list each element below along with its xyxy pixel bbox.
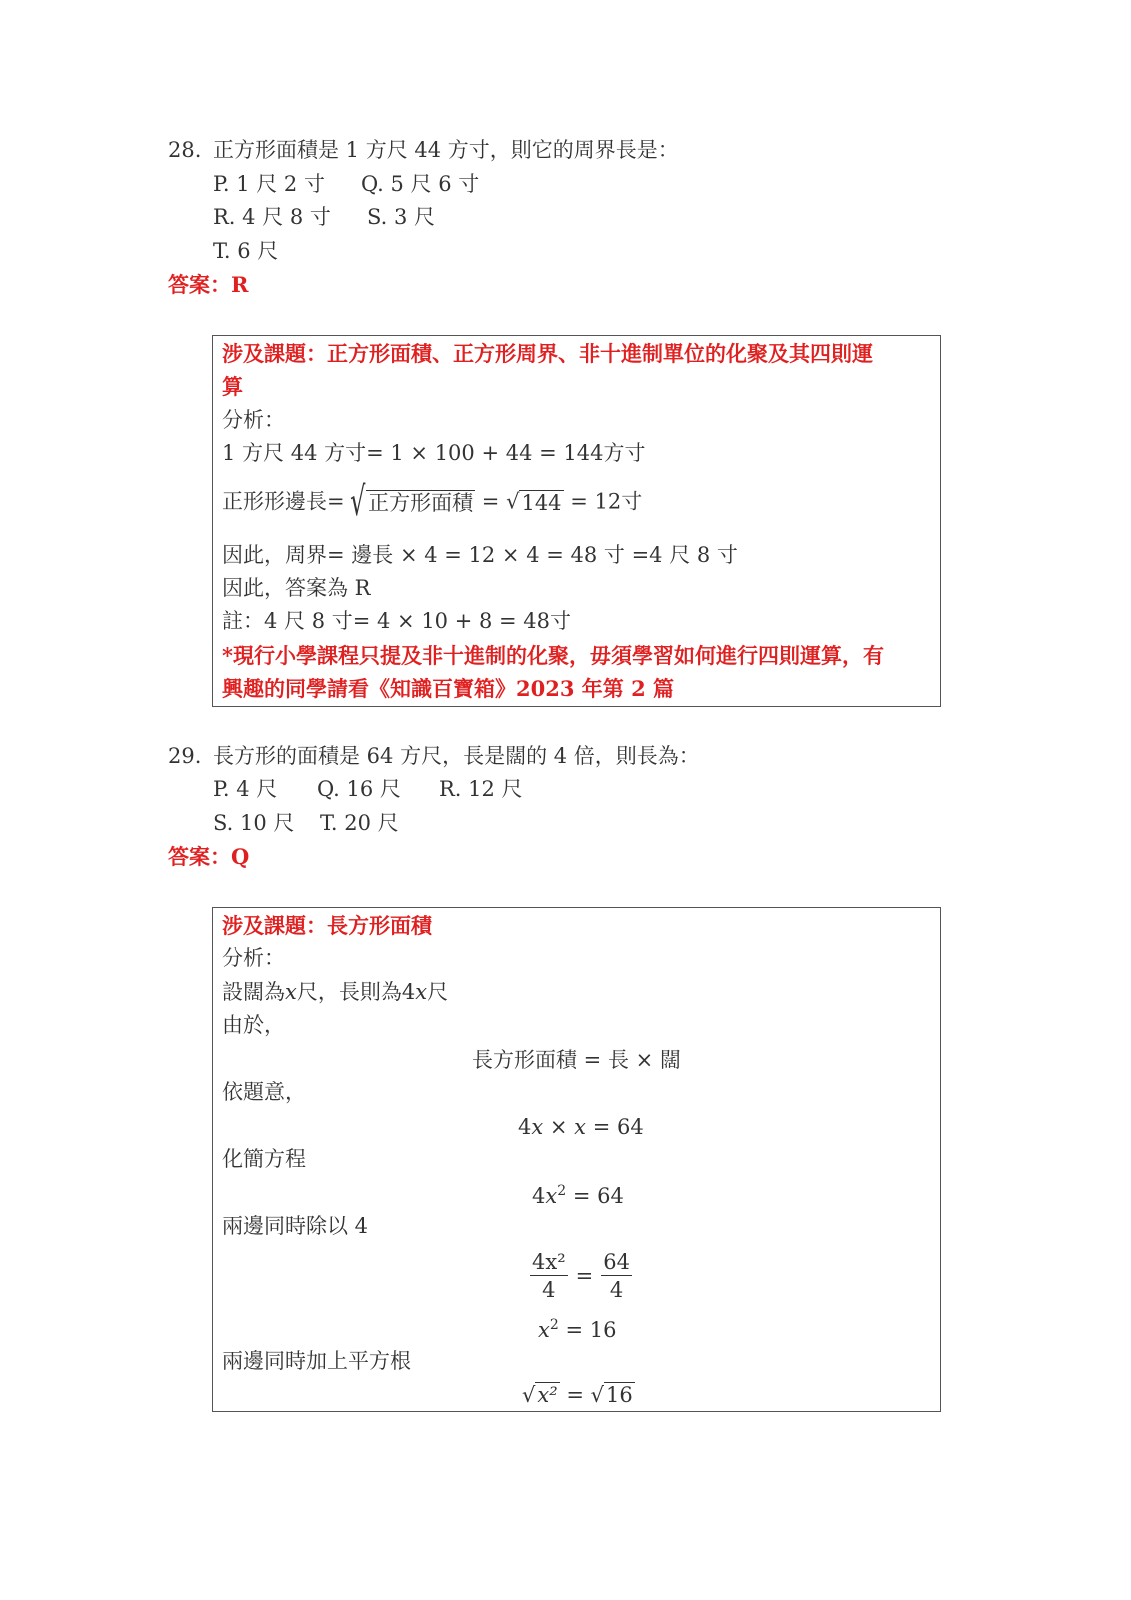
- q29-eq5-sup: 2: [549, 1317, 559, 1333]
- q28-side-label: 正形形邊長: [222, 489, 327, 514]
- q29-eq-square: [538, 1318, 616, 1341]
- q29-option-t: T. 20 尺: [320, 811, 399, 835]
- q28-option-p: P. 1 尺 2 寸: [213, 172, 325, 196]
- q29-radicand-16: 16: [606, 1383, 633, 1407]
- q28-step-convert-b: = 1 × 100 + 44 = 144方寸: [366, 441, 646, 465]
- q28-step-note: 註：4 尺 8 寸= 4 × 10 + 8 = 48寸: [222, 609, 572, 633]
- q28-step-convert: [222, 443, 645, 464]
- q28-topic-line1: 涉及課題：正方形面積、正方形周界、非十進制單位的化聚及其四則運: [222, 341, 873, 366]
- q29-radicand-x2: x²: [537, 1383, 558, 1407]
- q28-radical-sign2: √: [506, 489, 520, 514]
- q29-option-r: R. 12 尺: [439, 777, 523, 801]
- q29-eq3-a: 4: [532, 1184, 546, 1208]
- q29-frac-right-den: 4: [609, 1278, 624, 1302]
- q28-step-perimeter: 因此，周界= 邊長 × 4 = 12 × 4 = 48 寸 =4 尺 8 寸: [222, 543, 738, 567]
- q29-eq-fraction: [530, 1252, 632, 1301]
- q29-eq3-b: = 64: [566, 1184, 624, 1208]
- q29-frac-left-num: 4x²: [532, 1250, 566, 1274]
- q28-side-result: = 12寸: [563, 489, 643, 514]
- q29-option-p: P. 4 尺: [213, 777, 278, 801]
- q29-eq-sqrt: [522, 1382, 635, 1406]
- q29-option-q: Q. 16 尺: [317, 777, 401, 801]
- q29-step-let: [222, 982, 448, 1003]
- q28-answer: 答案：R: [168, 272, 249, 297]
- q29-option-s: S. 10 尺: [213, 811, 295, 835]
- q29-eq2-x2: x: [574, 1115, 587, 1139]
- q28-question: 正方形面積是 1 方尺 44 方寸，則它的周界長是：: [213, 138, 679, 162]
- q29-eq2-x: x: [531, 1115, 544, 1139]
- q28-side-eq2: =: [475, 489, 507, 514]
- q28-step-answer: 因此，答案為 R: [222, 576, 371, 600]
- q29-frac-left-den: 4: [542, 1278, 556, 1302]
- q29-eq-simplified: [532, 1184, 624, 1207]
- q28-remark-line1: *現行小學課程只提及非十進制的化聚，毋須學習如何進行四則運算，有: [222, 643, 884, 668]
- q28-option-t: T. 6 尺: [213, 239, 279, 263]
- q29-let-b: 尺，長則為4: [296, 980, 416, 1004]
- q29-eq5-b: = 16: [558, 1318, 617, 1342]
- q29-step-given: 依題意，: [222, 1080, 306, 1104]
- q28-option-r: R. 4 尺 8 寸: [213, 205, 331, 229]
- q29-eq6-eq: =: [559, 1383, 591, 1407]
- q28-topic-line2: 算: [222, 374, 243, 399]
- q28-option-q: Q. 5 尺 6 寸: [361, 172, 480, 196]
- q29-eq-area: 長方形面積 = 長 × 闊: [472, 1048, 681, 1072]
- q29-topic: 涉及課題：長方形面積: [222, 913, 432, 938]
- q29-number: 29.: [168, 744, 202, 768]
- q28-radicand-144: 144: [521, 491, 562, 515]
- q29-eq-product: [518, 1117, 644, 1138]
- q29-step-divide: 兩邊同時除以 4: [222, 1214, 369, 1238]
- q28-number: 28.: [168, 138, 202, 162]
- q29-eq3-x: x: [545, 1184, 558, 1208]
- q28-step-side: [222, 479, 643, 525]
- q29-eq2-a: 4: [518, 1115, 532, 1139]
- q29-step-sqrt: 兩邊同時加上平方根: [222, 1349, 411, 1373]
- q28-step-convert-a: 1 方尺 44 方寸: [222, 441, 367, 465]
- q28-analysis-label: 分析：: [222, 408, 285, 432]
- q29-frac-right-num: 64: [603, 1250, 630, 1274]
- q29-eq3-sup: 2: [557, 1183, 567, 1199]
- q29-question: 長方形的面積是 64 方尺，長是闊的 4 倍，則長為：: [213, 744, 700, 768]
- q29-analysis-label: 分析：: [222, 946, 285, 970]
- q29-frac-left: [530, 1252, 568, 1301]
- q29-frac-right: [601, 1252, 632, 1301]
- q28-side-eq: =: [327, 489, 345, 514]
- q29-let-x: x: [285, 980, 297, 1004]
- q28-radical-sign: √: [349, 479, 366, 525]
- q29-let-x2: x: [415, 980, 428, 1004]
- q29-frac-eq: =: [575, 1264, 594, 1288]
- q28-remark-line2: 興趣的同學請看《知識百寶箱》2023 年第 2 篇: [222, 676, 674, 701]
- q28-option-s: S. 3 尺: [367, 205, 436, 229]
- q29-step-simplify: 化簡方程: [222, 1147, 306, 1171]
- q29-eq5-x: x: [538, 1318, 550, 1342]
- q29-eq2-b: ×: [543, 1115, 575, 1139]
- q29-step-since: 由於，: [222, 1013, 285, 1037]
- q29-answer: 答案：Q: [168, 844, 250, 869]
- q29-let-c: 尺: [427, 980, 449, 1004]
- q29-eq2-c: = 64: [586, 1115, 644, 1139]
- q29-radical-sign2: √: [590, 1383, 604, 1407]
- q29-radical-sign1: √: [522, 1383, 536, 1407]
- q28-radicand-area: 正方形面積: [368, 491, 474, 515]
- q29-let-a: 設闊為: [222, 980, 285, 1004]
